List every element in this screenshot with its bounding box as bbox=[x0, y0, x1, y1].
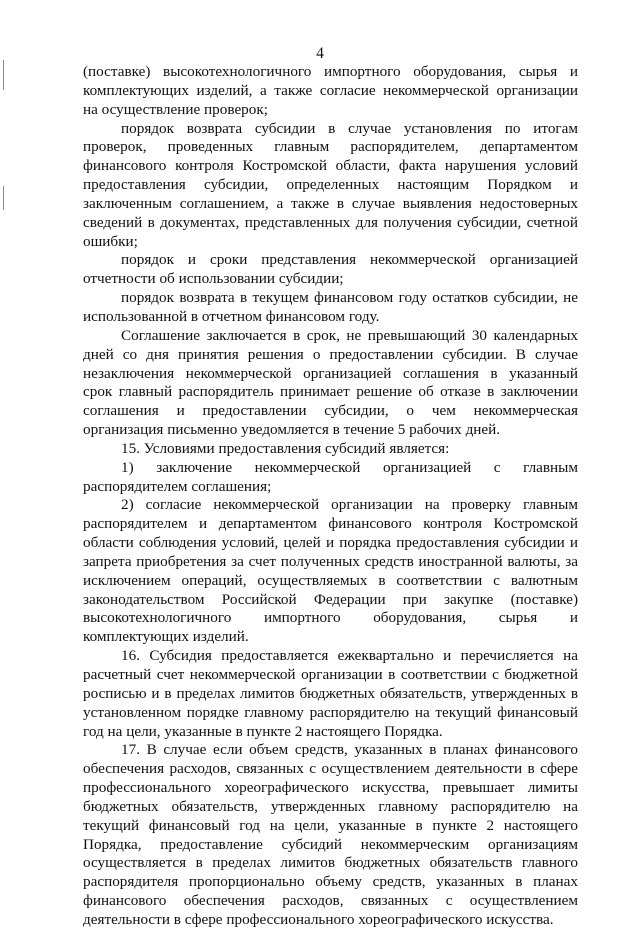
paragraph-line: деятельности в сфере профессионального хореографического искусства. bbox=[83, 910, 554, 928]
paragraph bbox=[83, 251, 578, 289]
margin-scan-mark bbox=[3, 60, 4, 90]
paragraph bbox=[83, 647, 578, 741]
paragraph-line: срок главный распорядитель принимает решение об отказе в заключении bbox=[83, 383, 578, 401]
paragraph-line: высокотехнологичного импортного оборудования, сырья и bbox=[83, 609, 578, 627]
document-body bbox=[83, 63, 578, 930]
paragraph-line: соглашения и предоставлении субсидии, о чем некоммерческая bbox=[83, 402, 578, 420]
page-number: 4 bbox=[316, 45, 324, 62]
paragraph-line: использованной в отчетном финансовом году. bbox=[83, 307, 380, 325]
paragraph bbox=[83, 120, 578, 252]
paragraph bbox=[83, 459, 578, 497]
paragraph-line: области соблюдения условий, целей и порядка предоставления субсидии и bbox=[83, 534, 578, 552]
paragraph-line: расчетный счет некоммерческой организации в соответствии с бюджетной bbox=[83, 666, 578, 683]
paragraph bbox=[83, 289, 578, 327]
paragraph-line: заключенным соглашением, а также в случае выявления недостоверных bbox=[83, 194, 578, 212]
paragraph-line: отчетности об использовании субсидии; bbox=[83, 270, 344, 288]
paragraph bbox=[83, 496, 578, 647]
paragraph-line: организация письменно уведомляется в течение 5 рабочих дней. bbox=[83, 421, 501, 439]
paragraph-line: Порядка, предоставление субсидий некоммерческим организациям bbox=[83, 835, 578, 853]
paragraph-line: финансового обеспечения расходов, связанных с осуществлением bbox=[83, 892, 578, 910]
paragraph-line: законодательством Российской Федерации при закупке (поставке) bbox=[83, 590, 578, 608]
paragraph-line: предоставления субсидии, определенных настоящим Порядком и bbox=[83, 176, 578, 194]
paragraph-line: 17. В случае если объем средств, указанных в планах финансового bbox=[121, 741, 578, 759]
paragraph-line: запрета приобретения за счет полученных средств иностранной валюты, за bbox=[83, 552, 578, 570]
paragraph-line: 15. Условиями предоставления субсидий является: bbox=[121, 439, 450, 457]
paragraph-line: сведений в документах, представленных для получения субсидии, счетной bbox=[83, 213, 578, 231]
paragraph-line: исключением операций, осуществляемых в соответствии с валютным bbox=[83, 571, 578, 589]
paragraph bbox=[83, 440, 578, 459]
paragraph-line: установленном порядке главному распорядителю на текущий финансовый bbox=[83, 703, 578, 721]
paragraph-line: 1) заключение некоммерческой организацией с главным bbox=[121, 458, 578, 476]
paragraph-line: комплектующих изделий, а также согласие некоммерческой организации bbox=[83, 81, 578, 99]
paragraph-line: порядок и сроки представления некоммерческой организацией bbox=[121, 251, 578, 269]
paragraph-line: порядок возврата в текущем финансовом году остатков субсидии, не bbox=[121, 289, 578, 307]
paragraph bbox=[83, 63, 578, 120]
margin-scan-mark bbox=[3, 186, 4, 210]
paragraph bbox=[83, 741, 578, 929]
paragraph bbox=[83, 327, 578, 440]
paragraph-line: осуществляется в пределах лимитов бюджетных обязательств главного bbox=[83, 854, 578, 872]
paragraph-line: незаключения некоммерческой организацией соглашения в указанный bbox=[83, 364, 578, 382]
paragraph-line: 2) согласие некоммерческой организации на проверку главным bbox=[121, 496, 578, 514]
paragraph-line: профессионального хореографического искусства, превышает лимиты bbox=[83, 779, 578, 797]
paragraph-line: распорядителем соглашения; bbox=[83, 477, 272, 495]
paragraph-line: текущий финансовый год на цели, указанные в пункте 2 настоящего bbox=[83, 816, 578, 834]
paragraph-line: Соглашение заключается в срок, не превышающий 30 календарных bbox=[121, 326, 578, 344]
paragraph-line: распорядителем и департаментом финансового контроля Костромской bbox=[83, 515, 578, 533]
paragraph-line: распорядителя пропорционально объему средств, указанных в планах bbox=[83, 873, 578, 891]
paragraph-line: обеспечения расходов, связанных с осуществлением деятельности в сфере bbox=[83, 760, 578, 778]
paragraph-line: бюджетных обязательств, утвержденных главному распорядителю на bbox=[83, 797, 578, 815]
paragraph-line: финансового контроля Костромской области, факта нарушения условий bbox=[83, 157, 578, 175]
paragraph-line: ошибки; bbox=[83, 232, 138, 250]
paragraph-line: дней со дня принятия решения о предоставлении субсидии. В случае bbox=[83, 345, 578, 363]
paragraph-line: год на цели, указанные в пункте 2 настоящего Порядка. bbox=[83, 722, 443, 740]
paragraph-line: (поставке) высокотехнологичного импортного оборудования, сырья и bbox=[83, 63, 578, 80]
paragraph-line: проверок, проведенных главным распорядителем, департаментом bbox=[83, 138, 578, 156]
paragraph-line: комплектующих изделий. bbox=[83, 628, 249, 646]
paragraph-line: 16. Субсидия предоставляется ежеквартально и перечисляется на bbox=[121, 647, 578, 665]
paragraph-line: порядок возврата субсидии в случае установления по итогам bbox=[121, 119, 578, 137]
paragraph-line: росписью и в пределах лимитов бюджетных обязательств, утвержденных в bbox=[83, 684, 578, 702]
paragraph-line: на осуществление проверок; bbox=[83, 100, 268, 118]
